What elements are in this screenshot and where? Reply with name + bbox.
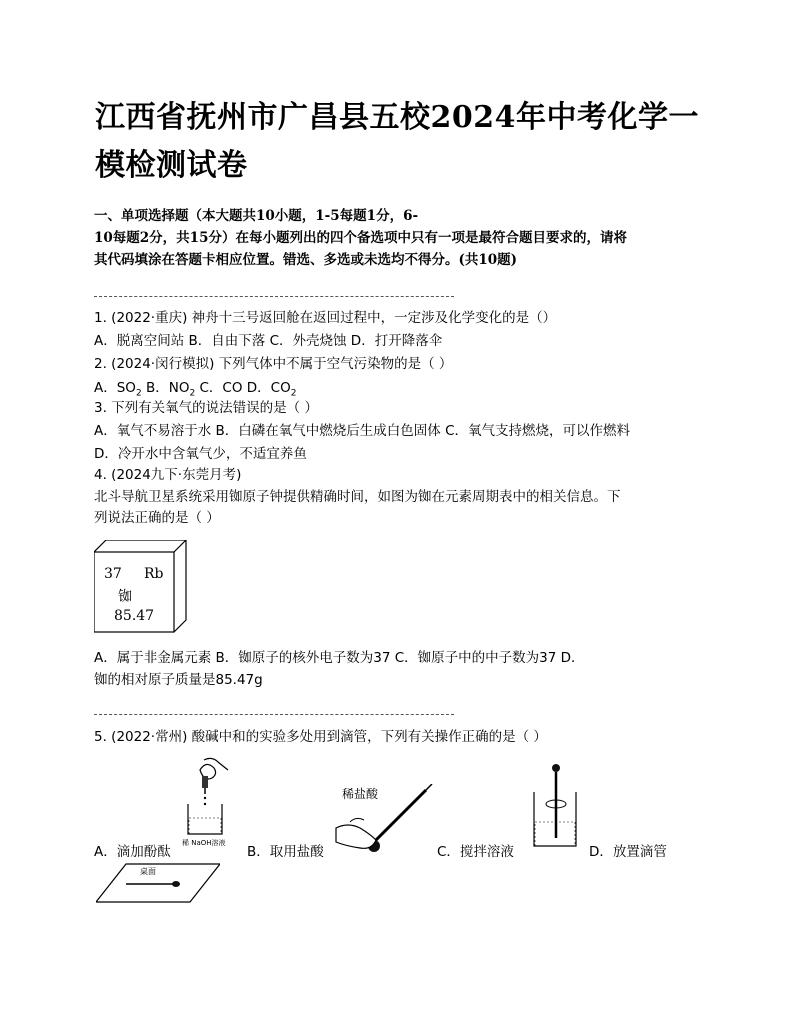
q4-stem-line1: 北斗导航卫星系统采用铷原子钟提供精确时间，如图为铷在元素周期表中的相关信息。下 xyxy=(94,489,621,505)
section-header-line1: 一、单项选择题（本大题共10小题，1-5每题1分，6- xyxy=(94,208,419,224)
document-title-line1: 江西省抚州市广昌县五校2024年中考化学一 xyxy=(95,100,699,135)
hand-dropper-figure xyxy=(330,784,440,860)
element-atomic-number: 37 xyxy=(104,566,122,582)
separator-line-2 xyxy=(94,714,454,715)
q1-stem: 1. (2022·重庆) 神舟十三号返回舱在返回过程中，一定涉及化学变化的是（） xyxy=(94,310,557,326)
q2-opt-a: A．SO xyxy=(94,380,136,396)
q5-stem: 5. (2022·常州) 酸碱中和的实验多处用到滴管，下列有关操作正确的是（ ） xyxy=(94,729,547,745)
q2-opt-b-sub: 2 xyxy=(189,388,196,399)
section-header-line2: 10每题2分，共15分）在每小题列出的四个备选项中只有一项是最符合题目要求的，请将 xyxy=(94,230,627,246)
q2-opt-b: B．NO xyxy=(141,380,190,396)
element-mass: 85.47 xyxy=(114,608,155,624)
fig-b-label: 稀盐酸 xyxy=(342,787,379,801)
q2-opt-a-sub: 2 xyxy=(135,388,142,399)
separator-line xyxy=(94,296,454,297)
table-dropper-figure xyxy=(96,862,220,904)
q4-source: 4. (2024九下·东莞月考) xyxy=(94,467,242,483)
q5-opt-a: A．滴加酚酞 xyxy=(94,844,171,860)
q1-options: A．脱离空间站 B．自由下落 C．外壳烧蚀 D．打开降落伞 xyxy=(94,333,443,349)
q4-options-line2: 铷的相对原子质量是85.47g xyxy=(94,672,263,688)
stirring-beaker-figure xyxy=(530,762,580,856)
fig-a-label: 稀 NaOH溶液 xyxy=(182,839,226,847)
fig-d-label: 桌面 xyxy=(140,867,156,876)
element-symbol: Rb xyxy=(144,566,164,582)
section-header-line3: 其代码填涂在答题卡相应位置。错选、多选或未选均不得分。(共10题) xyxy=(94,252,518,268)
q3-options-line1: A．氧气不易溶于水 B．白磷在氧气中燃烧后生成白色固体 C．氧气支持燃烧，可以作燃料 xyxy=(94,423,631,439)
q5-opt-d: D．放置滴管 xyxy=(589,844,667,860)
document-title-line2: 模检测试卷 xyxy=(95,148,248,183)
q2-opt-c: C．CO D．CO xyxy=(195,380,291,396)
element-name: 铷 xyxy=(118,589,132,605)
q4-stem-line2: 列说法正确的是（ ） xyxy=(94,510,220,526)
q5-opt-c: C．搅拌溶液 xyxy=(437,844,514,860)
dropper-beaker-figure xyxy=(178,756,240,856)
element-cube-figure xyxy=(94,540,194,640)
q2-opt-d-sub: 2 xyxy=(290,388,297,399)
q3-stem: 3. 下列有关氧气的说法错误的是（ ） xyxy=(94,400,318,416)
q4-options-line1: A．属于非金属元素 B．铷原子的核外电子数为37 C．铷原子中的中子数为37 D． xyxy=(94,650,585,666)
q5-opt-b: B．取用盐酸 xyxy=(247,844,324,860)
q2-stem: 2. (2024·闵行模拟) 下列气体中不属于空气污染物的是（ ） xyxy=(94,356,453,372)
q3-options-line2: D．冷开水中含氧气少，不适宜养鱼 xyxy=(94,446,307,462)
